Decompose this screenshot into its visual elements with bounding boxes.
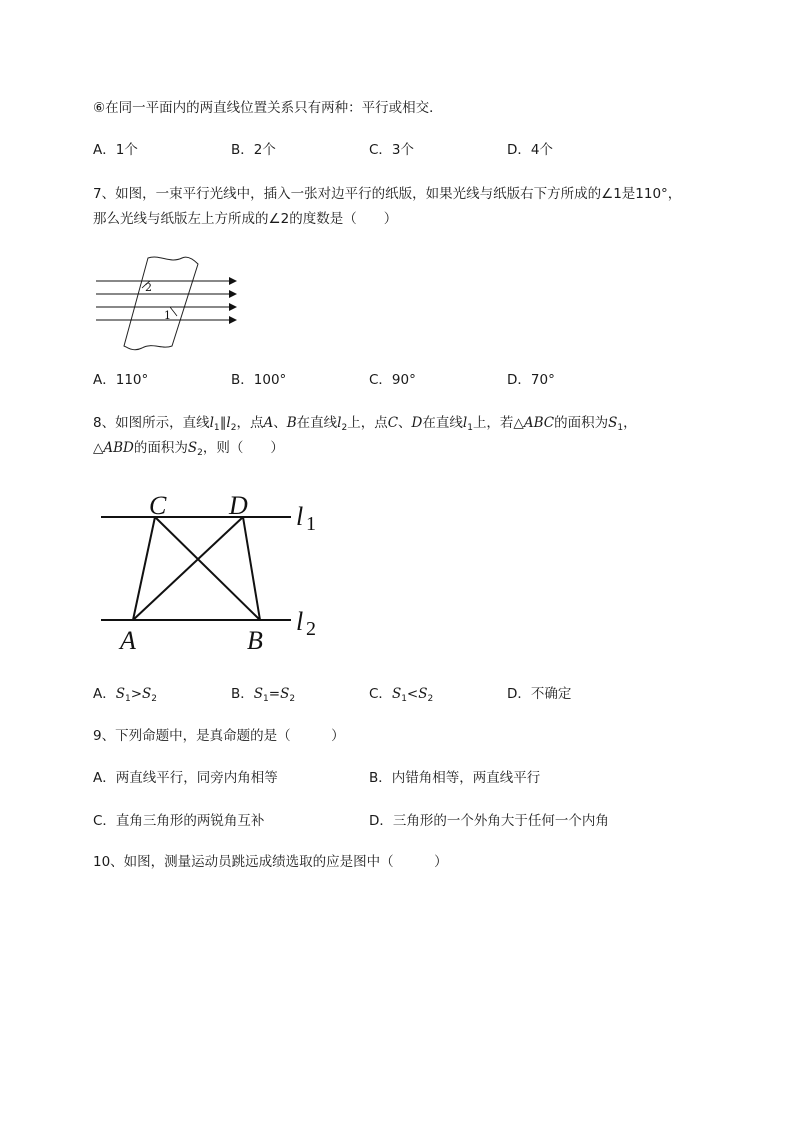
q8-figure-parallel-lines [95, 485, 335, 660]
q7-option-b[interactable]: B．100° [231, 372, 287, 388]
q8-stem-line1: 8、如图所示，直线$l_1\parallel l_2$，点A、B在直线$l_2$上，点C、D在直线$l_1$上，若△ABC的面积为$S_1$， [93, 415, 637, 433]
angle-2-label: 2 [145, 281, 152, 294]
point-C-label: C [149, 491, 167, 520]
q6-option-b[interactable]: B．2个 [231, 142, 276, 158]
paper-board-outline [124, 257, 198, 350]
q6-option-c[interactable]: C．3个 [369, 142, 415, 158]
q9-options-row1 [93, 768, 713, 788]
q7-option-c[interactable]: C．90° [369, 372, 416, 388]
q8-option-c[interactable]: C．$S_1<S_2$ [369, 686, 434, 704]
q9-option-c[interactable]: C．直角三角形的两锐角互补 [93, 813, 265, 829]
point-D-label: D [229, 491, 248, 520]
q9-option-b[interactable]: B．内错角相等，两直线平行 [369, 770, 541, 786]
q10-stem: 10、如图，测量运动员跳远成绩选取的应是图中（ ） [93, 854, 448, 870]
segment-AD [133, 517, 243, 620]
q9-option-d[interactable]: D．三角形的一个外角大于任何一个内角 [369, 813, 609, 829]
point-B-label: B [247, 626, 263, 655]
statement-6: ⑥在同一平面内的两直线位置关系只有两种：平行或相交． [93, 100, 443, 116]
q9-option-a[interactable]: A．两直线平行，同旁内角相等 [93, 770, 278, 786]
segment-AC [133, 517, 155, 620]
q6-options [93, 140, 713, 160]
q7-options [93, 370, 713, 390]
line-l1-subscript: 1 [306, 513, 316, 535]
q8-stem-line2: △ABD的面积为$S_2$，则（ ） [93, 440, 284, 458]
q6-option-a[interactable]: A．1个 [93, 142, 138, 158]
q7-stem-line2: 那么光线与纸版左上方所成的∠2的度数是（ ） [93, 211, 398, 227]
q7-figure-light-rays [90, 250, 250, 360]
segment-CB [155, 517, 260, 620]
q8-option-b[interactable]: B．$S_1=S_2$ [231, 686, 296, 704]
q9-options-row2 [93, 811, 713, 831]
angle-1-label: 1 [164, 309, 171, 322]
q8-option-a[interactable]: A．$S_1>S_2$ [93, 686, 158, 704]
angle-1-arc [170, 307, 177, 316]
q6-option-d[interactable]: D．4个 [507, 142, 553, 158]
line-l1-label: l [296, 502, 304, 531]
q8-option-d[interactable]: D．不确定 [507, 686, 572, 702]
q7-option-d[interactable]: D．70° [507, 372, 555, 388]
q7-stem-line1: 7、如图，一束平行光线中，插入一张对边平行的纸版，如果光线与纸版右下方所成的∠1是110°， [93, 186, 682, 202]
line-l2-subscript: 2 [306, 618, 316, 640]
q8-options [93, 684, 713, 704]
point-A-label: A [120, 626, 136, 655]
line-l2-label: l [296, 607, 304, 636]
q9-stem: 9、下列命题中，是真命题的是（ ） [93, 728, 345, 744]
q7-option-a[interactable]: A．110° [93, 372, 149, 388]
